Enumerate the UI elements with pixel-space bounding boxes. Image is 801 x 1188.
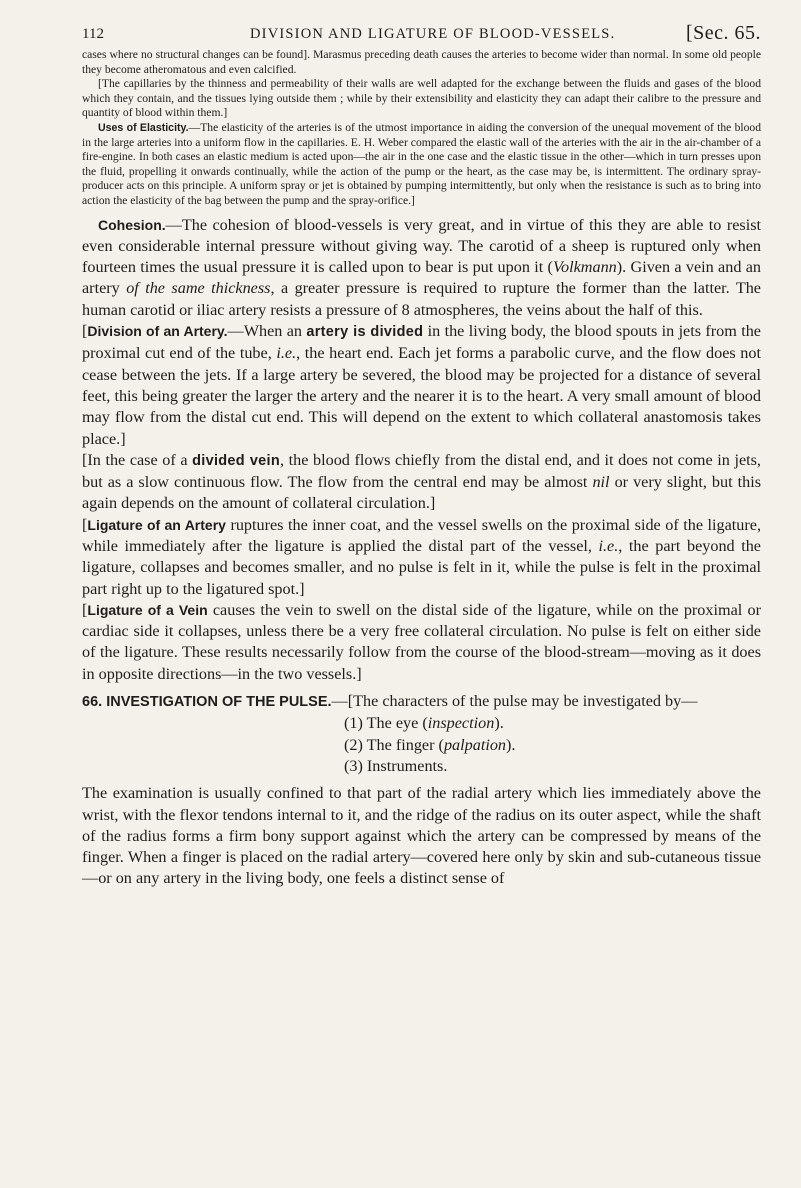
paragraph-ligature-vein: [Ligature of a Vein causes the vein to swell on the distal side of the ligature, while on the proximal or cardiac side it collapses, unless there be a very free collateral circulation. No pulse is felt on either side of the ligature. These results necessarily follow from the course of the blood-stream—moving as it does in opposite directions—in the two vessels.] bbox=[82, 600, 761, 683]
paragraph-cohesion: Cohesion.—The cohesion of blood-vessels is very great, and in virtue of this they are able to resist even considerable internal pressure without giving way. The carotid of a sheep is ruptured only when fourteen times the usual pressure it is called upon to bear is put upon it (Volkmann). Given a vein and an artery of the same thickness, a greater pressure is required to rupture the former than the latter. The human carotid or iliac artery resists a pressure of 8 atmospheres, the veins about the half of this. bbox=[82, 215, 761, 319]
section-number: 66. bbox=[82, 694, 103, 711]
method-list bbox=[82, 713, 761, 777]
list-item: (1) The eye (inspection). bbox=[344, 714, 504, 733]
paragraph-ligature-artery: [Ligature of an Artery ruptures the inner coat, and the vessel swells on the proximal side of the ligature, while immediately after the ligature is applied the distal part of the vessel, i.e., the part beyond the ligature, collapses and becomes smaller, and no pulse is felt in it, while the pulse is felt in the proximal part right up to the ligatured spot.] bbox=[82, 515, 761, 598]
paragraph-uses-of-elasticity: Uses of Elasticity.—The elasticity of the arteries is of the utmost importance in aiding the conversion of the unequal movement of the blood in the large arteries into a uniform flow in the capillaries. E. H. Weber compared the elastic wall of the arteries with the air in the air-chamber of a fire-engine. In both cases an elastic medium is acted upon—the air in the one case and the elastic tissue in the other—which in turn presses upon the fluid, propelling it onwards continually, while the action of the pump or the heart, as the case may be, is intermittent. The ordinary spray-producer acts on this principle. A uniform spray or jet is obtained by pumping intermittently, but only when the resistance is such as to bring into action the elasticity of the bag between the pump and the spray-orifice.] bbox=[82, 120, 761, 207]
paragraph-arteries-age: cases where no structural changes can be found]. Marasmus preceding death causes the arteries to become wider than normal. In some old people they become atheromatous and even calcified. bbox=[82, 48, 761, 76]
heading-ligature-artery: Ligature of an Artery bbox=[87, 516, 226, 533]
running-header bbox=[82, 18, 761, 48]
paragraph-divided-vein: [In the case of a divided vein, the blood flows chiefly from the distal end, and it does not come in jets, but as a slow continuous flow. The flow from the central end may be almost nil or very slight, but this again depends on the amount of collateral circulation.] bbox=[82, 450, 761, 513]
paragraph-radial-artery: The examination is usually confined to that part of the radial artery which lies immediately above the wrist, with the flexor tendons internal to it, and the ridge of the radius on its outer aspect, while the shaft of the radius forms a firm bony support against which the artery can be compressed by means of the finger. When a finger is placed on the radial artery—covered here only by skin and sub-cutaneous tissue—or on any artery in the living body, one feels a distinct sense of bbox=[82, 784, 761, 888]
heading-division-artery: Division of an Artery. bbox=[87, 323, 228, 340]
section-reference: [Sec. 65. bbox=[685, 22, 761, 44]
paragraph-investigation-pulse: 66. INVESTIGATION OF THE PULSE.—[The characters of the pulse may be investigated by— bbox=[82, 692, 698, 711]
section-title: INVESTIGATION OF THE PULSE. bbox=[106, 694, 332, 711]
paragraph-capillaries: [The capillaries by the thinness and permeability of their walls are well adapted for the exchange between the fluids and gases of the blood which they contain, and the tissues lying outside them ; while by their extensibility and elasticity they can adapt their calibre to the pressure and quantity of blood within them.] bbox=[82, 77, 761, 120]
small-print-block bbox=[82, 48, 761, 209]
paragraph-division-artery: [Division of an Artery.—When an artery is divided in the living body, the blood spouts in jets from the proximal cut end of the tube, i.e., the heart end. Each jet forms a parabolic curve, and the flow does not cease between the jets. If a large artery be severed, the blood may be projected for a distance of several feet, this being greater the larger the artery and the nearer it is to the heart. A very small amount of blood may flow from the distal cut end. This will depend on the extent to which collateral anastomosis takes place.] bbox=[82, 322, 761, 448]
page-number: 112 bbox=[82, 26, 104, 42]
list-item: (2) The finger (palpation). bbox=[344, 735, 516, 754]
main-text bbox=[82, 215, 761, 890]
heading-ligature-vein: Ligature of a Vein bbox=[87, 601, 208, 618]
running-title: DIVISION AND LIGATURE OF BLOOD-VESSELS. bbox=[250, 26, 616, 42]
heading-cohesion: Cohesion. bbox=[98, 216, 166, 233]
heading-uses-of-elasticity: Uses of Elasticity. bbox=[98, 121, 189, 134]
list-item: (3) Instruments. bbox=[344, 756, 448, 775]
